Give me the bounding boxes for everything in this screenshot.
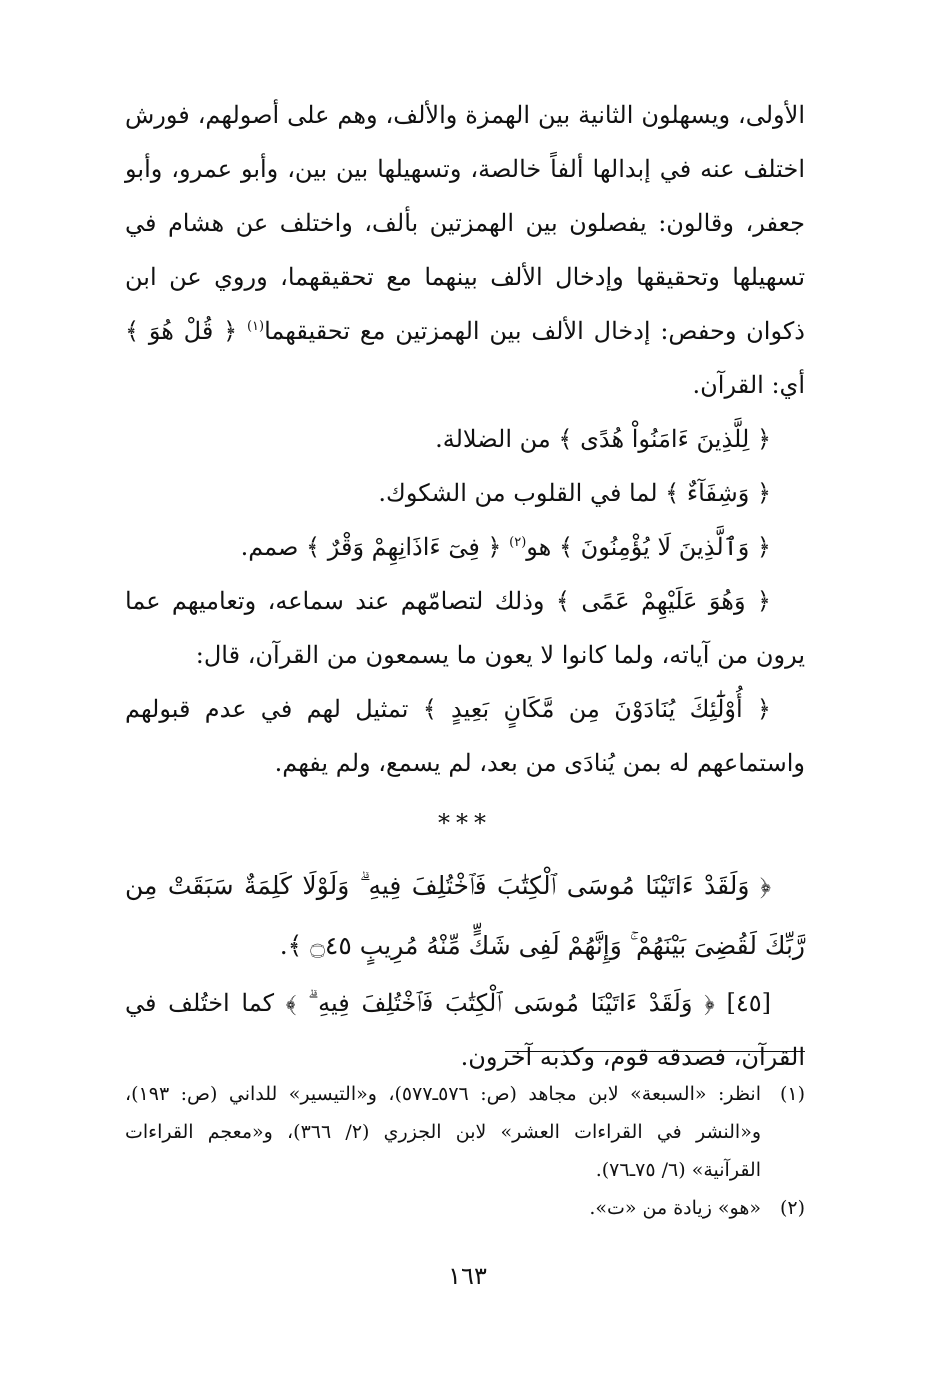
main-text (125, 88, 805, 1084)
paragraph-5: ﴿ وَهُوَ عَلَيْهِمْ عَمًى ﴾ وذلك لتصامّهم عند سماعه، وتعاميهم عما يرون من آياته، ولما كانوا لا يعون ما يسمعون من القرآن، قال: (125, 587, 805, 669)
footnote-1-text: انظر: «السبعة» لابن مجاهد (ص: ٥٧٦ـ٥٧٧)، و«التيسير» للداني (ص: ١٩٣)، و«النشر في القراءات العشر» لابن الجزري (٢/ ٣٦٦)، و«معجم القراءات القرآنية» (٦/ ٧٥ـ٧٦). (125, 1083, 761, 1181)
section-separator: *** (438, 809, 492, 837)
footnote-divider (505, 1051, 805, 1052)
paragraph-1-end: ﴿ قُلْ هُوَ ﴾ أي: القرآن. (125, 317, 805, 399)
paragraph-3: ﴿ وَشِفَآءٌ ﴾ لما في القلوب من الشكوك. (378, 479, 771, 507)
footnote-ref-2[interactable]: (٢) (509, 535, 527, 550)
footnote-1-number: (١) (779, 1083, 805, 1105)
footnote-2 (125, 1189, 805, 1227)
paragraph-4-a: ﴿ وَٱلَّذِينَ لَا يُؤْمِنُونَ ﴾ هو (526, 533, 771, 561)
footnote-2-text: «هو» زيادة من «ت». (589, 1197, 761, 1219)
page-number: ١٦٣ (448, 1262, 487, 1290)
paragraph-4 (125, 520, 805, 574)
paragraph-1 (125, 88, 805, 412)
paragraph-4-b: ﴿ فِىٓ ءَاذَانِهِمْ وَقْرٌ ﴾ صمم. (240, 533, 510, 561)
quran-verse: ﴿ وَلَقَدْ ءَاتَيْنَا مُوسَى ٱلْكِتَٰبَ فَٱخْتُلِفَ فِيهِ ۗ وَلَوْلَا كَلِمَةٌ سَبَقَتْ مِن رَّبِّكَ لَقُضِىَ بَيْنَهُمْ ۚ وَإِنَّهُمْ لَفِى شَكٍّ مِّنْهُ مُرِيبٍ ۝٤٥ ﴾. (125, 871, 805, 960)
footnotes (125, 1075, 805, 1227)
footnote-2-number: (٢) (779, 1197, 805, 1219)
paragraph-1-text: الأولى، ويسهلون الثانية بين الهمزة والألف، وهم على أصولهم، فورش اختلف عنه في إبدالها ألفاً خالصة، وتسهيلها بين بين، وأبو عمرو، وأبو جعفر، وقالون: يفصلون بين الهمزتين بألف، واختلف عن هشام في تسهيلها وتحقيقها وإدخال الألف بينهما مع تحقيقهما، وروي عن ابن ذكوان وحفص: إدخال الألف بين الهمزتين مع تحقيقهما (125, 101, 806, 345)
paragraph-2: ﴿ لِلَّذِينَ ءَامَنُواْ هُدًى ﴾ من الضلالة. (435, 425, 771, 453)
footnote-1 (125, 1075, 805, 1189)
paragraph-7: [٤٥] ﴿ وَلَقَدْ ءَاتَيْنَا مُوسَى ٱلْكِتَٰبَ فَٱخْتُلِفَ فِيهِ ۗ ﴾ كما اختُلف في القرآن، فصدقه قوم، وكذبه آخرون. (125, 989, 805, 1071)
paragraph-6: ﴿ أُوْلَٰٓئِكَ يُنَادَوْنَ مِن مَّكَانٍ بَعِيدٍ ﴾ تمثيل لهم في عدم قبولهم واستماعهم له بمن يُنادَى من بعد، لم يسمع، ولم يفهم. (125, 695, 805, 777)
footnote-ref-1[interactable]: (١) (246, 319, 265, 334)
